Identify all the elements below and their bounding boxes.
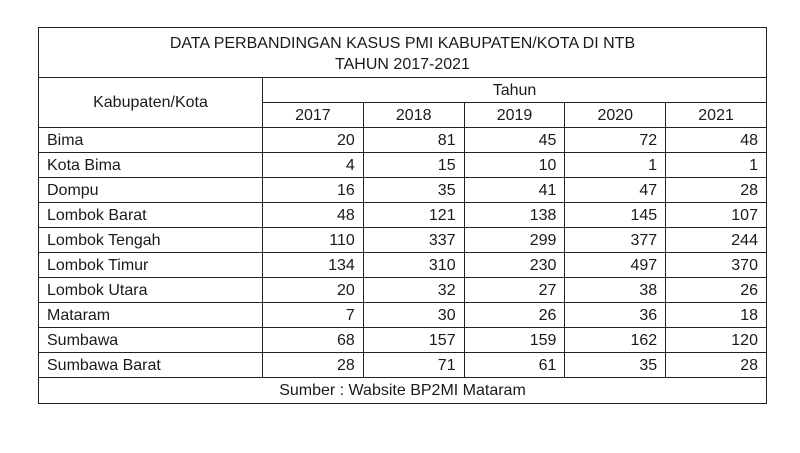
region-name-cell: Dompu	[39, 178, 263, 203]
year-header-2019: 2019	[464, 103, 565, 128]
region-name-cell: Kota Bima	[39, 153, 263, 178]
year-header-2020: 2020	[565, 103, 666, 128]
table-row	[39, 253, 767, 278]
table-row	[39, 203, 767, 228]
case-count-cell: 121	[363, 203, 464, 228]
case-count-cell: 299	[464, 228, 565, 253]
case-count-cell: 162	[565, 328, 666, 353]
region-name-cell: Lombok Tengah	[39, 228, 263, 253]
case-count-cell: 27	[464, 278, 565, 303]
case-count-cell: 230	[464, 253, 565, 278]
case-count-cell: 20	[263, 128, 364, 153]
case-count-cell: 310	[363, 253, 464, 278]
case-count-cell: 159	[464, 328, 565, 353]
case-count-cell: 244	[666, 228, 767, 253]
region-name-cell: Bima	[39, 128, 263, 153]
region-column-header: Kabupaten/Kota	[39, 78, 263, 128]
case-count-cell: 157	[363, 328, 464, 353]
region-name-cell: Mataram	[39, 303, 263, 328]
case-count-cell: 120	[666, 328, 767, 353]
case-count-cell: 81	[363, 128, 464, 153]
case-count-cell: 48	[666, 128, 767, 153]
case-count-cell: 47	[565, 178, 666, 203]
case-count-cell: 110	[263, 228, 364, 253]
table-body	[39, 128, 767, 378]
case-count-cell: 134	[263, 253, 364, 278]
case-count-cell: 7	[263, 303, 364, 328]
source-note: Sumber : Wabsite BP2MI Mataram	[39, 378, 767, 404]
table-row	[39, 128, 767, 153]
data-table-container	[38, 27, 766, 404]
table-title-line-1: DATA PERBANDINGAN KASUS PMI KABUPATEN/KOTA DI NTB	[169, 35, 636, 52]
case-count-cell: 16	[263, 178, 364, 203]
case-count-cell: 377	[565, 228, 666, 253]
case-count-cell: 71	[363, 353, 464, 378]
case-count-cell: 61	[464, 353, 565, 378]
table-title-line-2: TAHUN 2017-2021	[335, 56, 470, 73]
case-count-cell: 370	[666, 253, 767, 278]
case-count-cell: 1	[666, 153, 767, 178]
case-count-cell: 35	[363, 178, 464, 203]
pmi-cases-table	[38, 27, 767, 404]
case-count-cell: 26	[464, 303, 565, 328]
region-name-cell: Lombok Timur	[39, 253, 263, 278]
case-count-cell: 1	[565, 153, 666, 178]
case-count-cell: 32	[363, 278, 464, 303]
case-count-cell: 28	[666, 353, 767, 378]
case-count-cell: 4	[263, 153, 364, 178]
region-name-cell: Lombok Utara	[39, 278, 263, 303]
case-count-cell: 28	[666, 178, 767, 203]
table-title	[39, 28, 767, 78]
case-count-cell: 15	[363, 153, 464, 178]
case-count-cell: 41	[464, 178, 565, 203]
table-row	[39, 278, 767, 303]
case-count-cell: 18	[666, 303, 767, 328]
case-count-cell: 30	[363, 303, 464, 328]
case-count-cell: 48	[263, 203, 364, 228]
year-header-2021: 2021	[666, 103, 767, 128]
case-count-cell: 107	[666, 203, 767, 228]
case-count-cell: 68	[263, 328, 364, 353]
case-count-cell: 36	[565, 303, 666, 328]
case-count-cell: 28	[263, 353, 364, 378]
case-count-cell: 337	[363, 228, 464, 253]
case-count-cell: 26	[666, 278, 767, 303]
year-header-2017: 2017	[263, 103, 364, 128]
case-count-cell: 10	[464, 153, 565, 178]
case-count-cell: 20	[263, 278, 364, 303]
case-count-cell: 35	[565, 353, 666, 378]
region-name-cell: Sumbawa	[39, 328, 263, 353]
case-count-cell: 38	[565, 278, 666, 303]
case-count-cell: 72	[565, 128, 666, 153]
table-row	[39, 303, 767, 328]
year-group-header: Tahun	[263, 78, 767, 103]
table-row	[39, 328, 767, 353]
region-name-cell: Sumbawa Barat	[39, 353, 263, 378]
case-count-cell: 45	[464, 128, 565, 153]
table-row	[39, 153, 767, 178]
case-count-cell: 145	[565, 203, 666, 228]
table-row	[39, 353, 767, 378]
table-row	[39, 228, 767, 253]
region-name-cell: Lombok Barat	[39, 203, 263, 228]
case-count-cell: 138	[464, 203, 565, 228]
case-count-cell: 497	[565, 253, 666, 278]
year-header-2018: 2018	[363, 103, 464, 128]
table-row	[39, 178, 767, 203]
